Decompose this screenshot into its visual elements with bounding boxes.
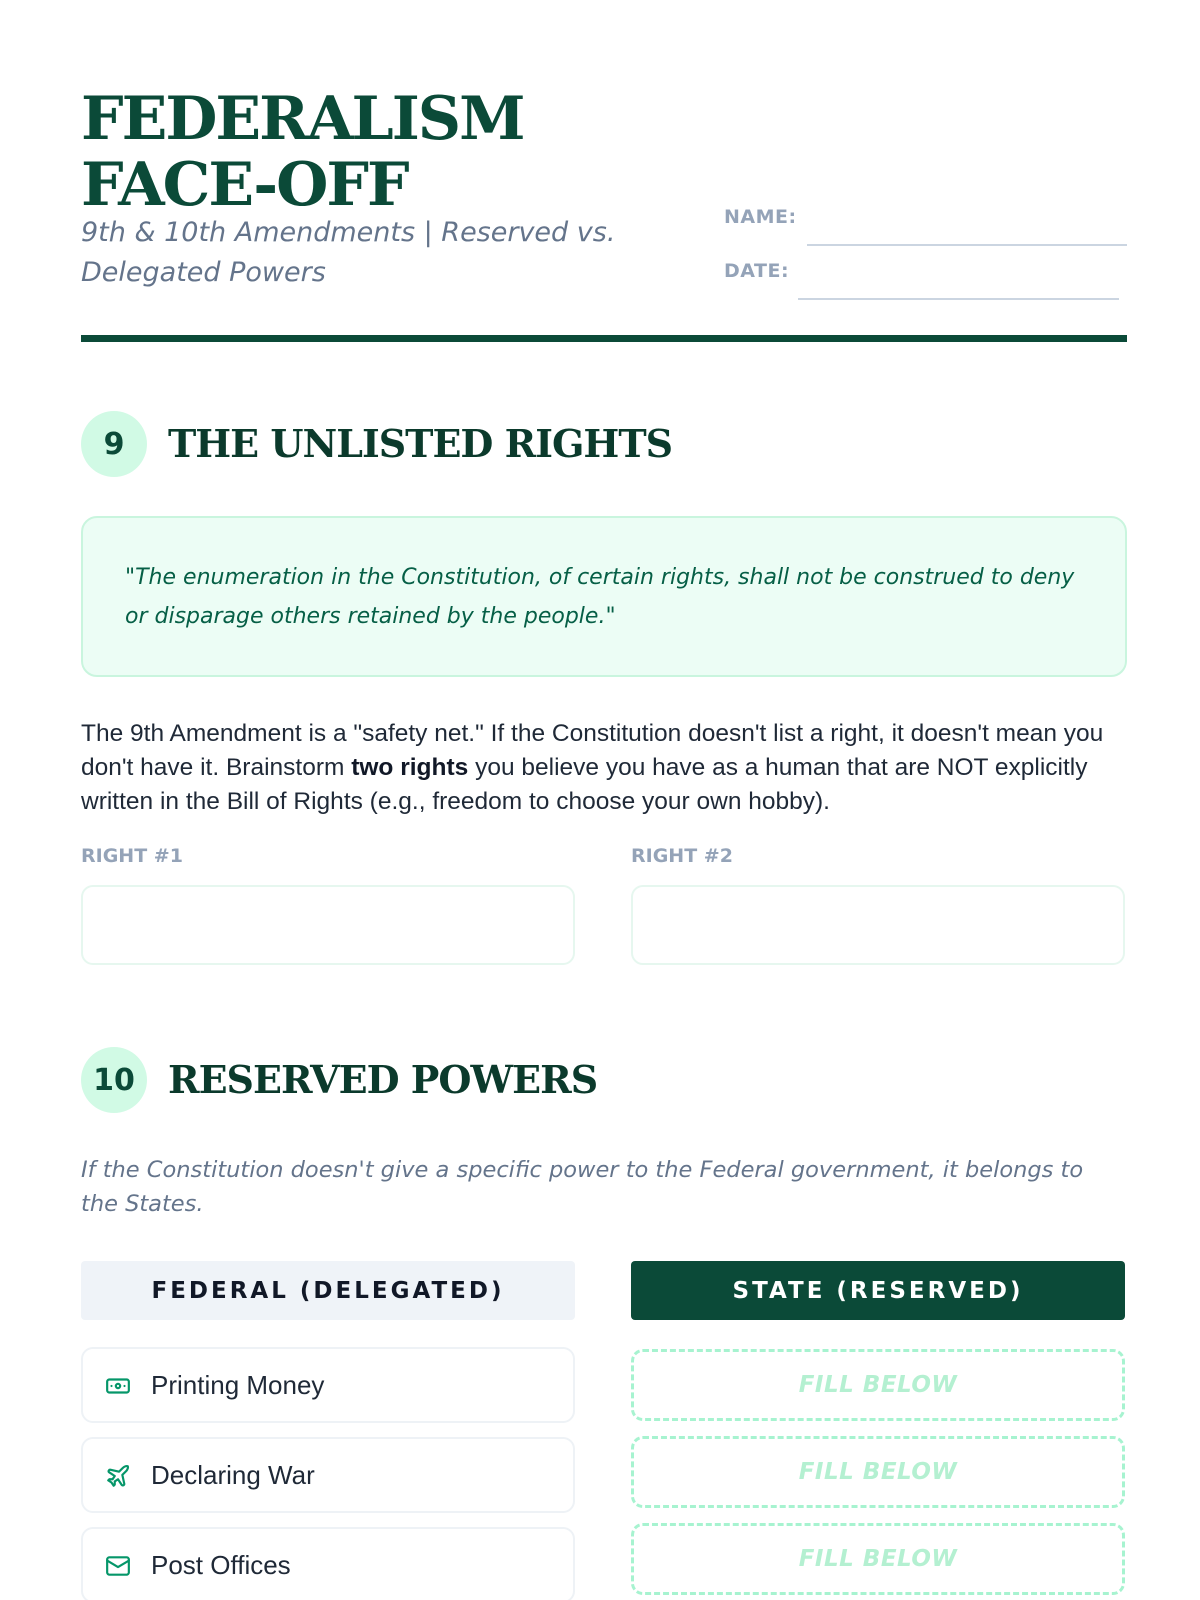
instructions-part-1: The 9th Amendment is a "safety net." If the Constitution doesn't list a right, it doesn't mean you don't have it. Brainstorm xyxy=(81,720,1104,781)
worksheet-header xyxy=(81,86,1127,342)
page-subtitle: 9th & 10th Amendments | Reserved vs. Delegated Powers xyxy=(81,217,616,288)
section-10-intro: If the Constitution doesn't give a specific power to the Federal government, it belongs to the States. xyxy=(81,1157,1084,1217)
amendment-9-quote: "The enumeration in the Constitution, of certain rights, shall not be construed to deny or disparage others retained by the people." xyxy=(81,516,1127,677)
federal-item-printing-money xyxy=(81,1347,575,1423)
page-title: FEDERALISM FACE-OFF xyxy=(81,84,524,220)
section-9-heading xyxy=(81,411,1127,477)
federal-item-declaring-war xyxy=(81,1437,575,1513)
federal-column-header: FEDERAL (DELEGATED) xyxy=(81,1261,575,1320)
federal-item-post-offices xyxy=(81,1527,575,1600)
money-icon xyxy=(105,1373,131,1399)
federal-item-label: Printing Money xyxy=(151,1370,325,1400)
section-9-badge: 9 xyxy=(81,411,147,477)
federal-item-label: Declaring War xyxy=(151,1460,315,1490)
section-10-heading xyxy=(81,1047,1127,1113)
date-label: DATE: xyxy=(724,260,790,282)
mail-icon xyxy=(105,1553,131,1579)
date-line[interactable] xyxy=(798,298,1119,300)
name-field[interactable] xyxy=(724,206,1127,246)
right-2-input[interactable] xyxy=(631,885,1125,965)
right-1-label: RIGHT #1 xyxy=(81,845,183,867)
plane-icon xyxy=(105,1463,131,1489)
instructions-part-2: you believe you have as a human that are NOT explicitly written in the Bill of Rights (e.g., freedom to choose your own hobby). xyxy=(81,754,1088,815)
state-column-header: STATE (RESERVED) xyxy=(631,1261,1125,1320)
state-slot-3[interactable]: FILL BELOW xyxy=(631,1523,1125,1595)
section-9-instructions xyxy=(81,717,1127,819)
instructions-emphasis: two rights xyxy=(351,754,469,781)
section-10-title: RESERVED POWERS xyxy=(168,1057,598,1102)
right-1-input[interactable] xyxy=(81,885,575,965)
right-2-label: RIGHT #2 xyxy=(631,845,733,867)
name-label: NAME: xyxy=(724,206,797,228)
state-slot-1[interactable]: FILL BELOW xyxy=(631,1349,1125,1421)
header-divider xyxy=(81,335,1127,342)
date-field[interactable] xyxy=(724,260,1119,300)
name-line[interactable] xyxy=(807,244,1127,246)
section-9-title: THE UNLISTED RIGHTS xyxy=(168,421,673,466)
federal-item-label: Post Offices xyxy=(151,1550,291,1580)
worksheet-page xyxy=(81,0,1127,1600)
state-slot-2[interactable]: FILL BELOW xyxy=(631,1436,1125,1508)
section-10-badge: 10 xyxy=(81,1047,147,1113)
